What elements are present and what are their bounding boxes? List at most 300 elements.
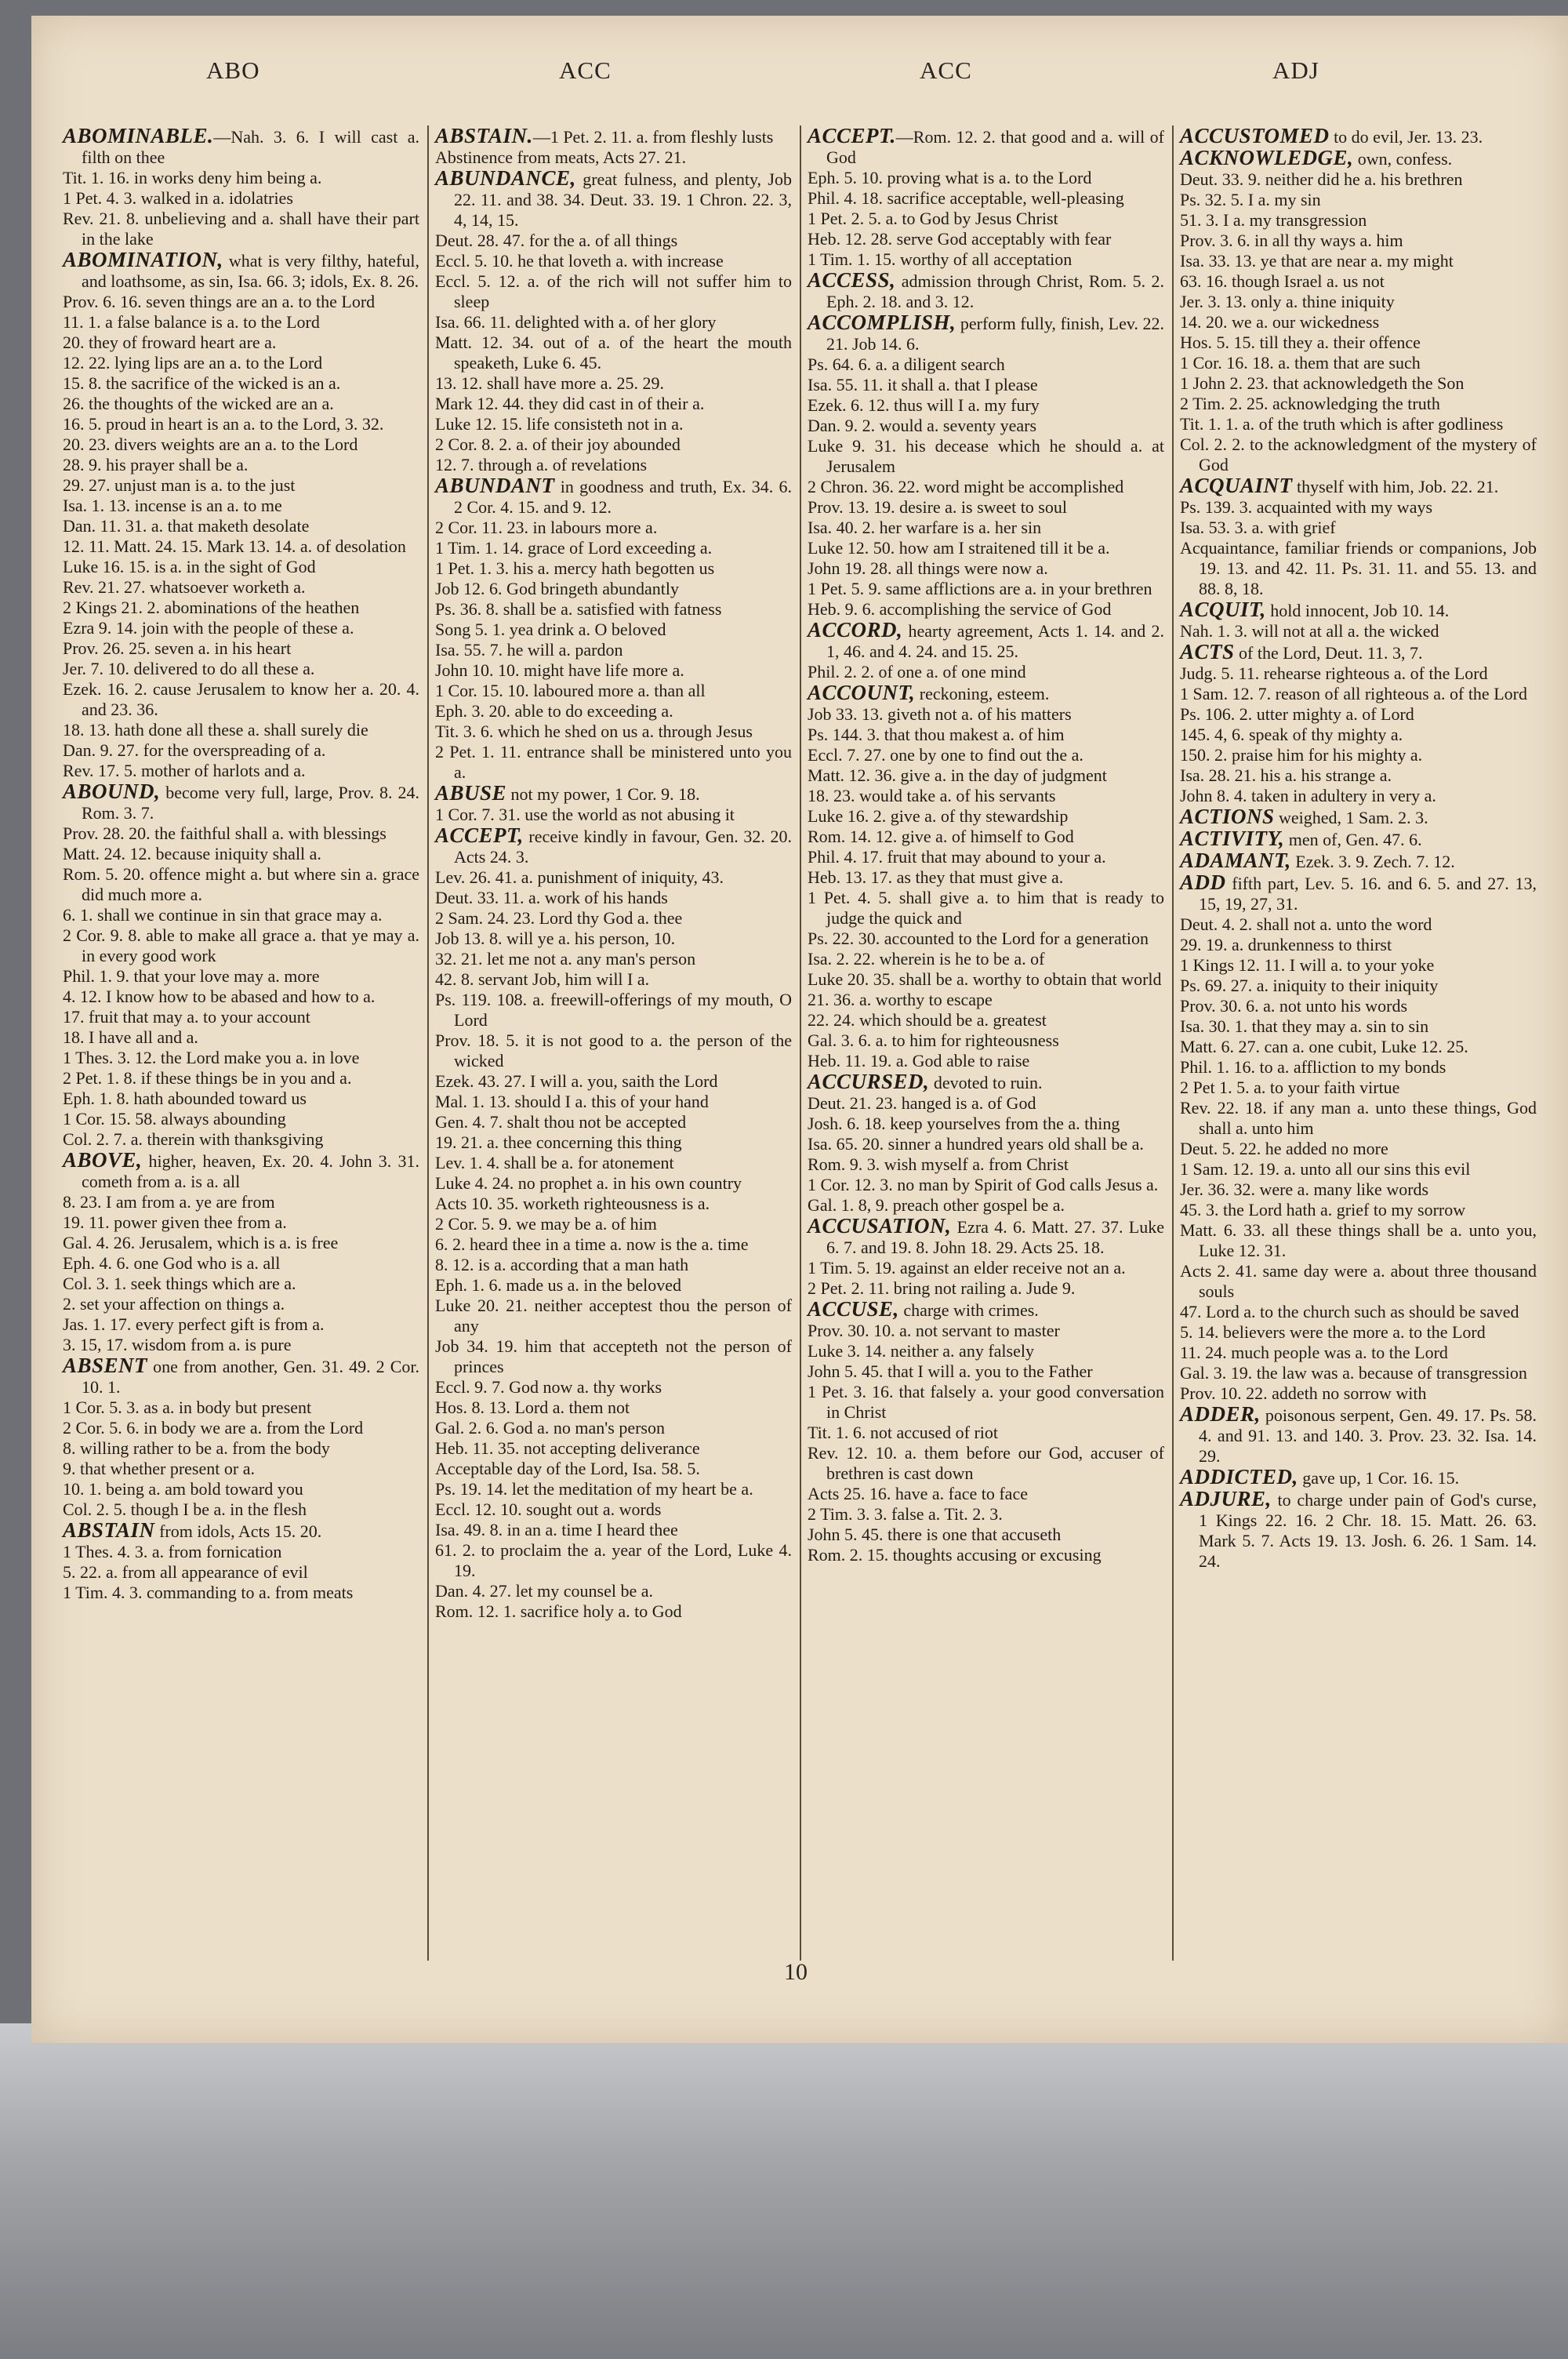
entry-text: receive kindly in favour, Gen. 32. 20. Acts 24. 3.	[454, 827, 792, 867]
reference-line	[1180, 1180, 1537, 1200]
reference-line	[63, 1438, 419, 1459]
entry-text: not my power, 1 Cor. 9. 18.	[506, 784, 700, 804]
entry-text: 2 Cor. 5. 6. in body we are a. from the Lord	[63, 1418, 364, 1438]
reference-line	[1180, 190, 1537, 210]
reference-line	[435, 867, 792, 888]
entry-text: 14. 20. we a. our wickedness	[1180, 312, 1380, 332]
reference-line	[808, 558, 1164, 579]
entry-text: Matt. 12. 34. out of a. of the heart the mouth speaketh, Luke 6. 45.	[435, 333, 792, 373]
entry-text: Rev. 17. 5. mother of harlots and a.	[63, 761, 306, 780]
entry-text: —1 Pet. 2. 11. a. from fleshly lusts	[532, 127, 774, 147]
headword: ACQUAINT	[1180, 474, 1293, 497]
entry-text: 2 Tim. 3. 3. false a. Tit. 2. 3.	[808, 1504, 1003, 1524]
reference-line	[1180, 745, 1537, 765]
entry-text: Isa. 28. 21. his a. his strange a.	[1180, 765, 1392, 785]
entry-text: Acts 10. 35. worketh righteousness is a.	[435, 1194, 710, 1213]
reference-line	[63, 333, 419, 353]
reference-line	[1180, 353, 1537, 373]
headword: ABOMINABLE.	[63, 124, 214, 147]
reference-line	[435, 620, 792, 640]
reference-line	[1180, 1383, 1537, 1404]
reference-line	[1180, 1363, 1537, 1383]
entry-text: Ezek. 16. 2. cause Jerusalem to know her a. 20. 4. and 23. 36.	[63, 679, 419, 719]
entry-text: 2 Cor. 8. 2. a. of their joy abounded	[435, 434, 681, 454]
reference-line	[63, 516, 419, 536]
entry-text: Ezek. 3. 9. Zech. 7. 12.	[1290, 852, 1455, 871]
entry-text: in goodness and truth, Ex. 34. 6. 2 Cor. 4. 15. and 9. 12.	[454, 477, 792, 517]
reference-line	[63, 966, 419, 987]
headword: ABOUND,	[63, 780, 161, 803]
headword-entry	[1180, 1404, 1537, 1467]
reference-line	[435, 1520, 792, 1540]
reference-line	[63, 496, 419, 516]
reference-line	[808, 990, 1164, 1010]
reference-line	[435, 949, 792, 969]
reference-line	[435, 1398, 792, 1418]
reference-line	[808, 1278, 1164, 1299]
entry-text: 19. 11. power given thee from a.	[63, 1212, 287, 1232]
entry-text: Phil. 1. 9. that your love may a. more	[63, 966, 320, 986]
headword: ACCOMPLISH,	[808, 311, 956, 334]
reference-line	[63, 1068, 419, 1089]
reference-line	[1180, 725, 1537, 745]
reference-line	[63, 720, 419, 740]
entry-text: 1 Pet. 1. 3. his a. mercy hath begotten us	[435, 558, 715, 578]
reference-line	[435, 599, 792, 620]
reference-line	[435, 271, 792, 312]
reference-line	[808, 969, 1164, 990]
page-number: 10	[784, 1959, 808, 1985]
reference-line	[1180, 1139, 1537, 1159]
reference-line	[808, 375, 1164, 395]
headword: ABUNDANT	[435, 474, 555, 497]
reference-line	[63, 1562, 419, 1583]
headword-entry	[435, 475, 792, 518]
entry-text: Dan. 9. 27. for the overspreading of a.	[63, 740, 326, 760]
headword: ACCUSATION,	[808, 1214, 952, 1238]
entry-text: John 5. 45. there is one that accuseth	[808, 1525, 1062, 1544]
entry-text: 12. 11. Matt. 24. 15. Mark 13. 14. a. of desolation	[63, 536, 406, 556]
entry-text: Col. 2. 5. though I be a. in the flesh	[63, 1499, 307, 1519]
entry-text: reckoning, esteem.	[915, 684, 1050, 703]
reference-line	[63, 740, 419, 761]
entry-text: 2 Sam. 24. 23. Lord thy God a. thee	[435, 908, 683, 928]
headword: ABOVE,	[63, 1148, 143, 1172]
reference-line	[435, 1499, 792, 1520]
reference-line	[1180, 1057, 1537, 1078]
entry-text: Deut. 4. 2. shall not a. unto the word	[1180, 914, 1432, 934]
entry-text: Nah. 1. 3. will not at all a. the wicked	[1180, 621, 1439, 641]
entry-text: Isa. 33. 13. ye that are near a. my might	[1180, 251, 1454, 271]
reference-line	[1180, 210, 1537, 231]
entry-text: Rev. 22. 18. if any man a. unto these things, God shall a. unto him	[1180, 1098, 1537, 1138]
reference-line	[808, 477, 1164, 497]
headword: ACCURSED,	[808, 1070, 930, 1093]
reference-line	[1180, 1343, 1537, 1363]
entry-text: Luke 9. 31. his decease which he should a. at Jerusalem	[808, 436, 1164, 476]
running-head-1: ABO	[206, 56, 260, 84]
reference-line	[63, 577, 419, 598]
reference-line	[1180, 251, 1537, 271]
reference-line	[63, 1027, 419, 1048]
entry-text: Ps. 144. 3. that thou makest a. of him	[808, 725, 1065, 744]
reference-line	[1180, 333, 1537, 353]
entry-text: Hos. 5. 15. till they a. their offence	[1180, 333, 1421, 352]
entry-text: Isa. 55. 11. it shall a. that I please	[808, 375, 1038, 394]
reference-line	[1180, 1078, 1537, 1098]
table-surface	[0, 2023, 1568, 2359]
entry-text: Gal. 2. 6. God a. no man's person	[435, 1418, 665, 1438]
reference-line	[435, 1153, 792, 1173]
entry-text: Heb. 9. 6. accomplishing the service of God	[808, 599, 1112, 619]
entry-text: Rom. 9. 3. wish myself a. from Christ	[808, 1154, 1069, 1174]
entry-text: 2 Pet. 1. 8. if these things be in you and a.	[63, 1068, 352, 1088]
entry-text: Dan. 9. 2. would a. seventy years	[808, 416, 1037, 435]
entry-text: Tit. 3. 6. which he shed on us a. through Jesus	[435, 722, 753, 741]
reference-line	[435, 251, 792, 271]
reference-line	[1180, 373, 1537, 394]
entry-text: Jer. 36. 32. were a. many like words	[1180, 1180, 1429, 1199]
reference-line	[808, 188, 1164, 209]
entry-text: 3. 15, 17. wisdom from a. is pure	[63, 1335, 292, 1354]
entry-text: 1 Sam. 12. 19. a. unto all our sins this evil	[1180, 1159, 1471, 1179]
running-head-3: ACC	[920, 56, 972, 84]
entry-text: Luke 20. 35. shall be a. worthy to obtain that world	[808, 969, 1162, 989]
reference-line	[63, 475, 419, 496]
reference-line	[63, 209, 419, 249]
column-rule	[427, 125, 429, 1961]
reference-line	[435, 147, 792, 168]
reference-line	[63, 557, 419, 577]
entry-text: 1 Pet. 2. 5. a. to God by Jesus Christ	[808, 209, 1058, 228]
reference-line	[808, 1114, 1164, 1134]
headword-entry	[808, 270, 1164, 312]
entry-text: to charge under pain of God's curse, 1 Kings 22. 16. 2 Chr. 18. 15. Matt. 26. 63. Mark 5. 7. Acts 19. 13. Josh. 6. 26. 1 Sam. 14. 24.	[1199, 1490, 1537, 1571]
reference-line	[808, 949, 1164, 969]
reference-line	[435, 434, 792, 455]
reference-line	[808, 518, 1164, 538]
headword: ABUNDANCE,	[435, 166, 576, 190]
entry-text: Job 34. 19. him that accepteth not the person of princes	[435, 1336, 792, 1376]
reference-line	[808, 229, 1164, 249]
entry-text: Dan. 4. 27. let my counsel be a.	[435, 1581, 653, 1601]
entry-text: Acts 2. 41. same day were a. about three thousand souls	[1180, 1261, 1537, 1301]
entry-text: Ps. 69. 27. a. iniquity to their iniquity	[1180, 976, 1439, 995]
entry-text: Rev. 21. 8. unbelieving and a. shall have their part in the lake	[63, 209, 419, 249]
reference-line	[63, 761, 419, 781]
entry-text: Luke 3. 14. neither a. any falsely	[808, 1341, 1034, 1361]
reference-line	[435, 1438, 792, 1459]
entry-text: Ps. 64. 6. a. a diligent search	[808, 354, 1005, 374]
entry-text: Jas. 1. 17. every perfect gift is from a.	[63, 1314, 325, 1334]
reference-line	[435, 1377, 792, 1398]
entry-text: 22. 24. which should be a. greatest	[808, 1010, 1047, 1030]
headword: ADDICTED,	[1180, 1465, 1298, 1488]
reference-line	[808, 1175, 1164, 1195]
reference-line	[63, 1274, 419, 1294]
reference-line	[63, 1089, 419, 1109]
entry-text: Matt. 24. 12. because iniquity shall a.	[63, 844, 321, 863]
reference-line	[435, 1581, 792, 1601]
reference-line	[435, 518, 792, 538]
entry-text: gave up, 1 Cor. 16. 15.	[1298, 1468, 1460, 1488]
entry-text: 17. fruit that may a. to your account	[63, 1007, 310, 1027]
entry-text: Ps. 19. 14. let the meditation of my heart be a.	[435, 1479, 753, 1499]
entry-text: Mark 12. 44. they did cast in of their a.	[435, 394, 705, 413]
entry-text: 12. 22. lying lips are an a. to the Lord	[63, 353, 323, 373]
column-rule	[1172, 125, 1174, 1961]
reference-line	[808, 929, 1164, 949]
entry-text: 4. 12. I know how to be abased and how to a.	[63, 987, 376, 1006]
headword-entry	[63, 249, 419, 292]
reference-line	[435, 722, 792, 742]
entry-text: —Nah. 3. 6. I will cast a. filth on thee	[82, 127, 419, 167]
entry-text: Mal. 1. 13. should I a. this of your hand	[435, 1092, 709, 1111]
entry-text: 1 Tim. 4. 3. commanding to a. from meats	[63, 1583, 354, 1602]
reference-line	[63, 292, 419, 312]
reference-line	[63, 414, 419, 434]
headword: ABUSE	[435, 781, 507, 805]
entry-text: 2 Chron. 36. 22. word might be accomplished	[808, 477, 1124, 496]
headword-entry	[63, 1150, 419, 1192]
headword-entry	[1180, 1488, 1537, 1572]
reference-line	[1180, 704, 1537, 725]
reference-line	[808, 1195, 1164, 1216]
entry-text: 21. 36. a. worthy to escape	[808, 990, 993, 1009]
reference-line	[435, 1418, 792, 1438]
reference-line	[435, 969, 792, 990]
reference-line	[1180, 394, 1537, 414]
entry-text: fifth part, Lev. 5. 16. and 6. 5. and 27. 13, 15, 19, 27, 31.	[1199, 874, 1537, 914]
reference-line	[808, 1051, 1164, 1071]
entry-text: 42. 8. servant Job, him will I a.	[435, 969, 650, 989]
reference-line	[1180, 955, 1537, 976]
entry-text: men of, Gen. 47. 6.	[1284, 830, 1422, 849]
entry-text: 61. 2. to proclaim the a. year of the Lord, Luke 4. 19.	[435, 1540, 792, 1580]
reference-line	[63, 536, 419, 557]
reference-line	[808, 1258, 1164, 1278]
reference-line	[63, 1479, 419, 1499]
reference-line	[808, 704, 1164, 725]
reference-line	[808, 1093, 1164, 1114]
reference-line	[808, 1030, 1164, 1051]
entry-text: Gal. 3. 19. the law was a. because of transgression	[1180, 1363, 1527, 1383]
reference-line	[63, 844, 419, 864]
reference-line	[63, 1542, 419, 1562]
entry-text: 32. 21. let me not a. any man's person	[435, 949, 696, 969]
reference-line	[1180, 1037, 1537, 1057]
reference-line	[63, 312, 419, 333]
reference-line	[63, 1233, 419, 1253]
entry-text: Prov. 3. 6. in all thy ways a. him	[1180, 231, 1403, 250]
entry-text: Matt. 6. 33. all these things shall be a. unto you, Luke 12. 31.	[1180, 1220, 1537, 1260]
entry-text: 20. they of froward heart are a.	[63, 333, 277, 352]
entry-text: 16. 5. proud in heart is an a. to the Lord, 3. 32.	[63, 414, 384, 434]
headword: ACQUIT,	[1180, 598, 1266, 621]
reference-line	[435, 660, 792, 681]
reference-line	[435, 805, 792, 825]
reference-line	[808, 662, 1164, 682]
entry-text: 1 Cor. 7. 31. use the world as not abusing it	[435, 805, 735, 824]
reference-line	[1180, 621, 1537, 642]
reference-line	[63, 659, 419, 679]
reference-line	[435, 1030, 792, 1071]
reference-line	[1180, 497, 1537, 518]
entry-text: 5. 14. believers were the more a. to the Lord	[1180, 1322, 1486, 1342]
entry-text: Rom. 14. 12. give a. of himself to God	[808, 827, 1074, 846]
entry-text: Luke 12. 15. life consisteth not in a.	[435, 414, 684, 434]
entry-text: Ps. 106. 2. utter mighty a. of Lord	[1180, 704, 1414, 724]
reference-line	[435, 990, 792, 1030]
entry-text: 20. 23. divers weights are an a. to the Lord	[63, 434, 358, 454]
reference-line	[808, 1382, 1164, 1423]
reference-line	[808, 1545, 1164, 1565]
entry-text: one from another, Gen. 31. 49. 2 Cor. 10. 1.	[82, 1357, 419, 1397]
entry-text: 29. 19. a. drunkenness to thirst	[1180, 935, 1392, 954]
entry-text: Eph. 4. 6. one God who is a. all	[63, 1253, 281, 1273]
entry-text: Prov. 26. 25. seven a. in his heart	[63, 638, 292, 658]
entry-text: 51. 3. I a. my transgression	[1180, 210, 1367, 230]
reference-line	[435, 414, 792, 434]
entry-text: 2 Kings 21. 2. abominations of the heathen	[63, 598, 360, 617]
headword: ADDER,	[1180, 1402, 1261, 1426]
entry-text: Acceptable day of the Lord, Isa. 58. 5.	[435, 1459, 700, 1478]
headword: ACCORD,	[808, 618, 903, 642]
headword: ADD	[1180, 871, 1226, 894]
entry-text: 1 Cor. 15. 58. always abounding	[63, 1109, 286, 1129]
reference-line	[1180, 1322, 1537, 1343]
reference-line	[435, 231, 792, 251]
reference-line	[63, 1314, 419, 1335]
entry-text: John 10. 10. might have life more a.	[435, 660, 684, 680]
reference-line	[808, 1423, 1164, 1443]
reference-line	[808, 827, 1164, 847]
entry-text: Gal. 1. 8, 9. preach other gospel be a.	[808, 1195, 1065, 1215]
entry-text: 8. willing rather to be a. from the body	[63, 1438, 330, 1458]
entry-text: Josh. 6. 18. keep yourselves from the a. thing	[808, 1114, 1120, 1133]
reference-line	[435, 558, 792, 579]
headword: ACCUSE,	[808, 1297, 899, 1321]
entry-text: Dan. 11. 31. a. that maketh desolate	[63, 516, 310, 536]
headword-entry	[808, 312, 1164, 354]
entry-text: 1 Pet. 4. 5. shall give a. to him that is ready to judge the quick and	[808, 888, 1164, 928]
entry-text: 8. 12. is a. according that a man hath	[435, 1255, 689, 1274]
entry-text: John 19. 28. all things were now a.	[808, 558, 1048, 578]
entry-text: Ezek. 6. 12. thus will I a. my fury	[808, 395, 1040, 415]
entry-text: Eph. 5. 10. proving what is a. to the Lord	[808, 168, 1092, 187]
headword-entry	[1180, 806, 1537, 828]
reference-line	[1180, 765, 1537, 786]
reference-line	[435, 1336, 792, 1377]
column-4	[1180, 125, 1537, 1572]
reference-line	[808, 867, 1164, 888]
entry-text: Eccl. 9. 7. God now a. thy works	[435, 1377, 662, 1397]
entry-text: Phil. 1. 16. to a. affliction to my bonds	[1180, 1057, 1446, 1077]
entry-text: Heb. 11. 19. a. God able to raise	[808, 1051, 1030, 1070]
entry-text: Rev. 12. 10. a. them before our God, accuser of brethren is cast down	[808, 1443, 1164, 1483]
entry-text: 1 John 2. 23. that acknowledgeth the Son	[1180, 373, 1465, 393]
entry-text: 2 Cor. 11. 23. in labours more a.	[435, 518, 658, 537]
entry-text: to do evil, Jer. 13. 23.	[1329, 127, 1483, 147]
entry-text: Isa. 30. 1. that they may a. sin to sin	[1180, 1016, 1429, 1036]
reference-line	[1180, 414, 1537, 434]
entry-text: Song 5. 1. yea drink a. O beloved	[435, 620, 666, 639]
reference-line	[63, 618, 419, 638]
headword-entry	[1180, 125, 1537, 147]
reference-line	[63, 925, 419, 966]
reference-line	[808, 497, 1164, 518]
entry-text: 8. 23. I am from a. ye are from	[63, 1192, 275, 1212]
headword-entry	[435, 783, 792, 805]
entry-text: 29. 27. unjust man is a. to the just	[63, 475, 296, 495]
entry-text: 63. 16. though Israel a. us not	[1180, 271, 1385, 291]
reference-line	[63, 1418, 419, 1438]
entry-text: Gal. 4. 26. Jerusalem, which is a. is free	[63, 1233, 339, 1252]
entry-text: 6. 2. heard thee in a time a. now is the a. time	[435, 1234, 749, 1254]
headword: ADAMANT,	[1180, 849, 1291, 872]
reference-line	[808, 1321, 1164, 1341]
reference-line	[63, 434, 419, 455]
reference-line	[1180, 169, 1537, 190]
entry-text: Lev. 26. 41. a. punishment of iniquity, 43.	[435, 867, 724, 887]
reference-line	[808, 209, 1164, 229]
entry-text: 11. 24. much people was a. to the Lord	[1180, 1343, 1448, 1362]
entry-text: Ps. 119. 108. a. freewill-offerings of my mouth, O Lord	[435, 990, 792, 1030]
entry-text: Isa. 2. 22. wherein is he to be a. of	[808, 949, 1045, 969]
reference-line	[808, 1484, 1164, 1504]
entry-text: 1 Pet. 5. 9. same afflictions are a. in your brethren	[808, 579, 1152, 598]
reference-line	[63, 1212, 419, 1233]
entry-text: Deut. 21. 23. hanged is a. of God	[808, 1093, 1036, 1113]
entry-text: 1 Thes. 4. 3. a. from fornication	[63, 1542, 282, 1561]
reference-line	[63, 1129, 419, 1150]
headword-entry	[1180, 1467, 1537, 1488]
reference-line	[808, 1341, 1164, 1361]
reference-line	[435, 908, 792, 929]
entry-text: Acquaintance, familiar friends or companions, Job 19. 13. and 42. 11. Ps. 31. 11. and 55. 13. and 88. 8, 18.	[1180, 538, 1537, 598]
entry-text: Matt. 12. 36. give a. in the day of judgment	[808, 765, 1107, 785]
reference-line	[1180, 1098, 1537, 1139]
reference-line	[63, 1294, 419, 1314]
entry-text: Deut. 33. 9. neither did he a. his brethren	[1180, 169, 1463, 189]
entry-text: 2 Tim. 2. 25. acknowledging the truth	[1180, 394, 1440, 413]
entry-text: —Rom. 12. 2. that good and a. will of God	[826, 127, 1164, 167]
entry-text: 1 Cor. 16. 18. a. them that are such	[1180, 353, 1421, 373]
entry-text: Luke 20. 21. neither acceptest thou the person of any	[435, 1296, 792, 1336]
reference-line	[435, 681, 792, 701]
headword-entry	[808, 620, 1164, 662]
reference-line	[435, 1255, 792, 1275]
reference-line	[435, 1214, 792, 1234]
entry-text: Isa. 53. 3. a. with grief	[1180, 518, 1336, 537]
reference-line	[435, 373, 792, 394]
headword-entry	[808, 1299, 1164, 1321]
reference-line	[435, 1234, 792, 1255]
reference-line	[435, 1540, 792, 1581]
reference-line	[63, 1459, 419, 1479]
entry-text: own, confess.	[1353, 149, 1453, 169]
entry-text: Rom. 2. 15. thoughts accusing or excusing	[808, 1545, 1102, 1565]
entry-text: Prov. 13. 19. desire a. is sweet to soul	[808, 497, 1067, 517]
reference-line	[808, 888, 1164, 929]
entry-text: Deut. 28. 47. for the a. of all things	[435, 231, 678, 250]
reference-line	[808, 1134, 1164, 1154]
entry-text: Lev. 1. 4. shall be a. for atonement	[435, 1153, 674, 1172]
reference-line	[1180, 663, 1537, 684]
entry-text: 1 Cor. 15. 10. laboured more a. than all	[435, 681, 706, 700]
reference-line	[1180, 518, 1537, 538]
reference-line	[63, 598, 419, 618]
